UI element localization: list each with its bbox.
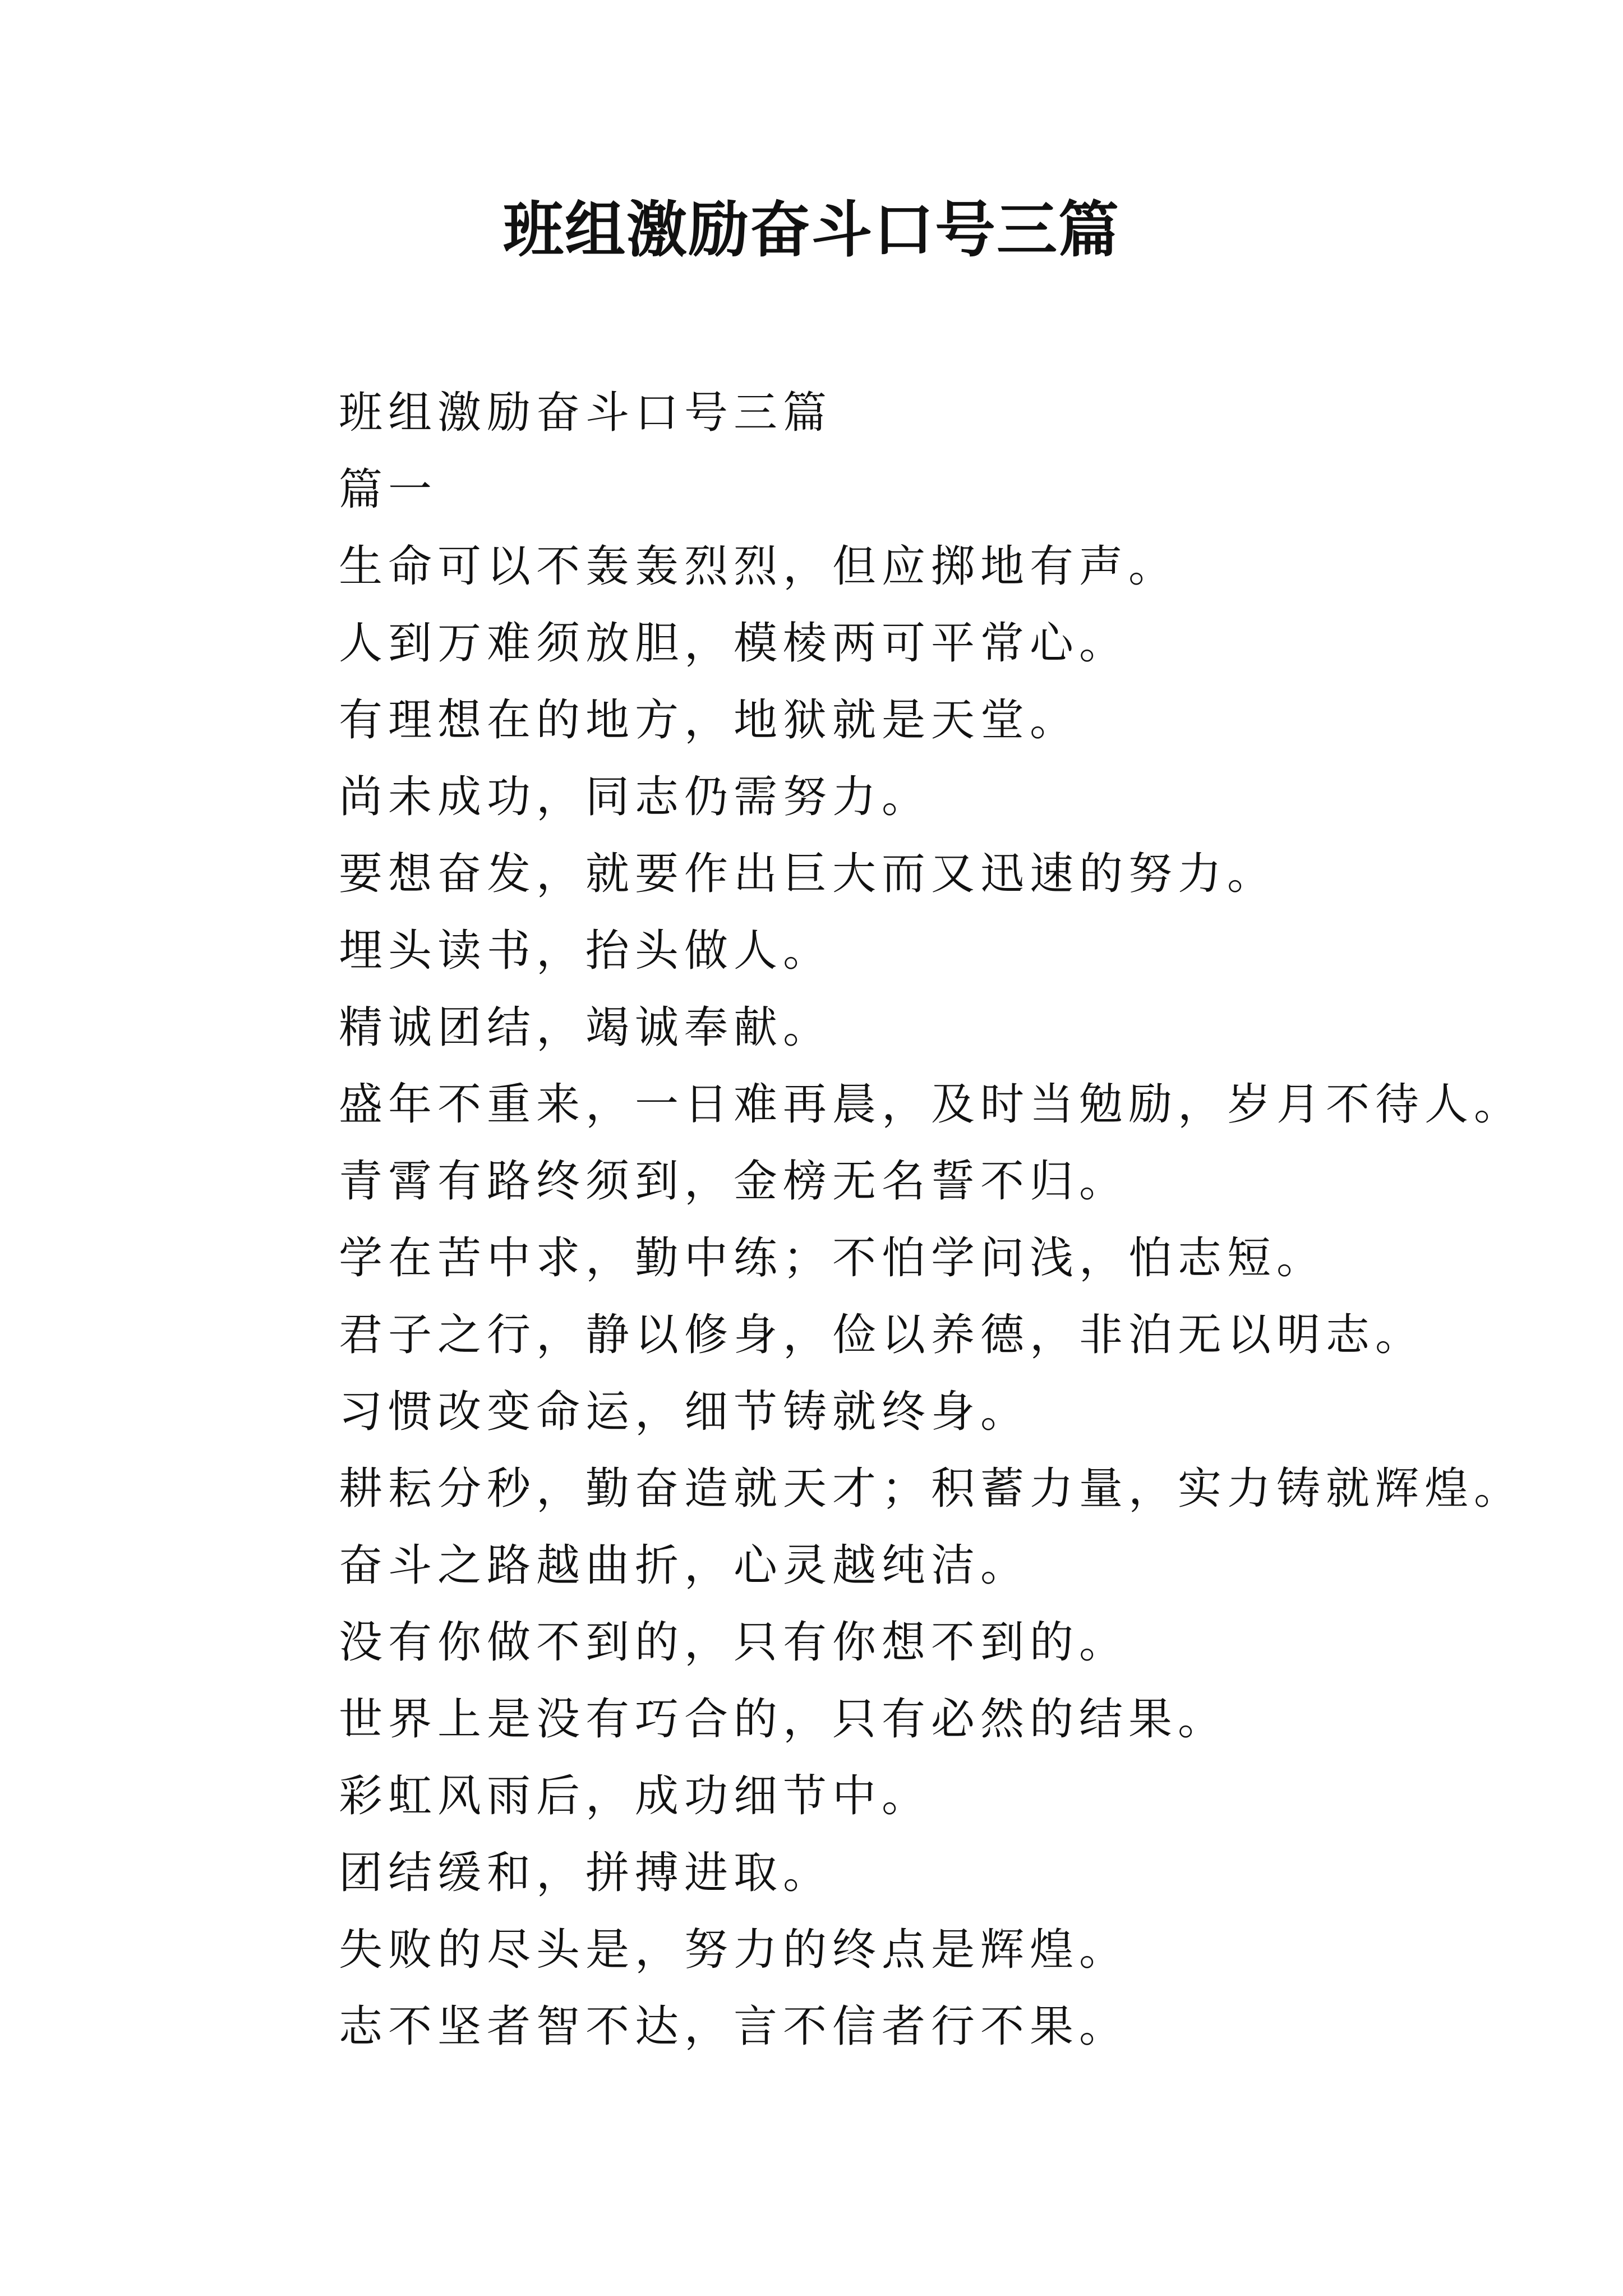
- body-line: 耕耘分秒，勤奋造就天才；积蓄力量，实力铸就辉煌。: [339, 1464, 1524, 1514]
- body-line: 彩虹风雨后，成功细节中。: [339, 1771, 932, 1821]
- body-line: 篇一: [339, 464, 438, 515]
- body-line: 精诚团结，竭诚奉献。: [339, 1002, 833, 1053]
- document-body: [339, 375, 1595, 2065]
- body-line: 没有你做不到的，只有你想不到的。: [339, 1617, 1129, 1668]
- body-line: 君子之行，静以修身，俭以养德，非泊无以明志。: [339, 1310, 1425, 1360]
- body-line: 失败的尽头是，努力的终点是辉煌。: [339, 1925, 1129, 1975]
- document-title: 班组激励奋斗口号三篇: [502, 195, 1120, 265]
- body-line: 团结缓和，拼搏进取。: [339, 1848, 833, 1898]
- body-line: 青霄有路终须到，金榜无名誓不归。: [339, 1156, 1129, 1207]
- body-line: 生命可以不轰轰烈烈，但应掷地有声。: [339, 541, 1178, 592]
- body-line: 埋头读书，抬头做人。: [339, 926, 833, 976]
- body-line: 奋斗之路越曲折，心灵越纯洁。: [339, 1540, 1030, 1591]
- body-line: 盛年不重来，一日难再晨，及时当勉励，岁月不待人。: [339, 1079, 1524, 1130]
- body-line: 要想奋发，就要作出巨大而又迅速的努力。: [339, 849, 1277, 899]
- body-line: 有理想在的地方，地狱就是天堂。: [339, 695, 1080, 746]
- body-line: 人到万难须放胆，模棱两可平常心。: [339, 618, 1129, 669]
- body-line: 世界上是没有巧合的，只有必然的结果。: [339, 1694, 1228, 1745]
- body-line: 习惯改变命运，细节铸就终身。: [339, 1387, 1030, 1437]
- body-line: 学在苦中求，勤中练；不怕学问浅，怕志短。: [339, 1233, 1326, 1283]
- body-line: 尚未成功，同志仍需努力。: [339, 772, 932, 822]
- body-line: 班组激励奋斗口号三篇: [339, 388, 833, 438]
- body-line: 志不坚者智不达，言不信者行不果。: [339, 2001, 1129, 2052]
